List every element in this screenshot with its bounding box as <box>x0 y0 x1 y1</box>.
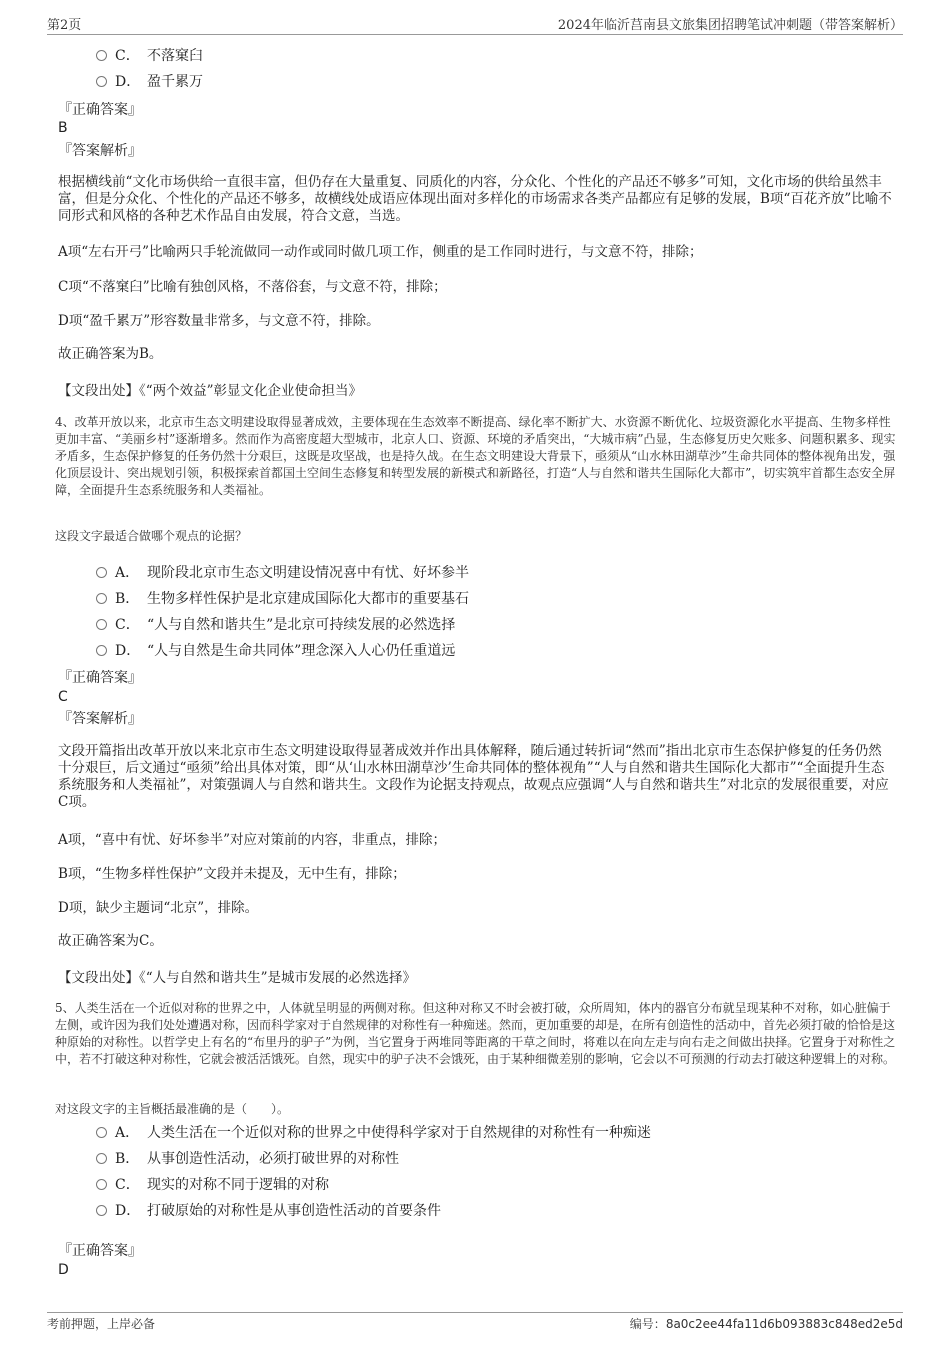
q4-option-d[interactable]: D． “人与自然是生命共同体”理念深入人心仍任重道远 <box>96 641 455 661</box>
radio-icon[interactable] <box>96 567 107 578</box>
q4-question: 这段文字最适合做哪个观点的论据？ <box>55 529 248 543</box>
q3-option-c[interactable]: C． 不落窠臼 <box>96 46 203 66</box>
q4-analysis-paragraph: 文段开篇指出改革开放以来北京市生态文明建设取得显著成效并作出具体解释，随后通过转折词“然而”指出北京市生态保护修复的任务仍然十分艰巨，后文通过“亟须”给出具体对策，即“从‘山水林田湖草沙’生命共同体的整体视角”“人与自然和谐共生国际化大都市”“全面提升生态系统服务和人类福祉”，对策强调人与自然和谐共生。文段作为论据支持观点，故观点应强调“人与自然和谐共生”对北京的发展很重要，对应C项。 <box>58 743 889 810</box>
q5-option-d[interactable]: D． 打破原始的对称性是从事创造性活动的首要条件 <box>96 1201 441 1221</box>
q5-option-a[interactable]: A． 人类生活在一个近似对称的世界之中使得科学家对于自然规律的对称性有一种痴迷 <box>96 1123 651 1143</box>
q3-conclusion: 故正确答案为B。 <box>58 346 163 362</box>
q4-option-c[interactable]: C． “人与自然和谐共生”是北京可持续发展的必然选择 <box>96 615 455 635</box>
q3-analysis-option-d: D项“盈千累万”形容数量非常多，与文意不符，排除。 <box>58 313 380 329</box>
document-code: 编号：8a0c2ee44fa11d6b093883c848ed2e5d <box>629 1317 903 1331</box>
q4-source: 【文段出处】《“人与自然和谐共生”是城市发展的必然选择》 <box>58 970 417 986</box>
page-header <box>47 14 903 35</box>
q3-analysis-option-c: C项“不落窠臼”比喻有独创风格，不落俗套，与文意不符，排除； <box>58 279 447 295</box>
q5-passage: 5、人类生活在一个近似对称的世界之中，人体就呈明显的两侧对称。但这种对称又不时会被打破，众所周知，体内的器官分布就呈现某种不对称，如心脏偏于左侧，或许因为我们处处遭遇对称，因而科学家对于自然规律的对称性有一种痴迷。然而，更加重要的却是，在所有创造性的活动中，首先必须打破的恰恰是这种原始的对称性。以哲学史上有名的“布里丹的驴子”为例，当它置身于两堆同等距离的干草之间时，将难以在向左走与向右走之间做出抉择。它置身于对称性之中，若不打破这种对称性，它就会被活活饿死。自然，现实中的驴子决不会饿死，由于某种细微差别的影响，它会以不可预测的行动去打破这种逻辑上的对称。 <box>55 1001 896 1066</box>
document-title: 2024年临沂莒南县文旅集团招聘笔试冲刺题（带答案解析） <box>557 18 903 33</box>
radio-icon[interactable] <box>96 76 107 87</box>
q3-option-d[interactable]: D． 盈千累万 <box>96 72 203 92</box>
radio-icon[interactable] <box>96 619 107 630</box>
radio-icon[interactable] <box>96 645 107 656</box>
q5-question: 对这段文字的主旨概括最准确的是（ ）。 <box>55 1102 290 1116</box>
q3-analysis-option-a: A项“左右开弓”比喻两只手轮流做同一动作或同时做几项工作，侧重的是工作同时进行，与文意不符，排除； <box>58 244 703 260</box>
q4-analysis-option-d: D项，缺少主题词“北京”，排除。 <box>58 900 259 916</box>
radio-icon[interactable] <box>96 50 107 61</box>
radio-icon[interactable] <box>96 1127 107 1138</box>
q5-option-b[interactable]: B． 从事创造性活动，必须打破世界的对称性 <box>96 1149 399 1169</box>
q3-analysis-paragraph: 根据横线前“文化市场供给一直很丰富，但仍存在大量重复、同质化的内容，分众化、个性化的产品还不够多”可知，文化市场的供给虽然丰富，但是分众化、个性化的产品还不够多，故横线处成语应体现出面对多样化的市场需求各类产品都应有足够的发展，B项“百花齐放”比喻不同形式和风格的各种艺术作品自由发展，符合文意，当选。 <box>58 174 892 224</box>
q4-analysis-option-a: A项，“喜中有忧、好坏参半”对应对策前的内容，非重点，排除； <box>58 832 447 848</box>
q5-answer-label: 『正确答案』 <box>58 1243 142 1259</box>
q4-answer-label: 『正确答案』 <box>58 670 142 686</box>
radio-icon[interactable] <box>96 593 107 604</box>
radio-icon[interactable] <box>96 1179 107 1190</box>
radio-icon[interactable] <box>96 1205 107 1216</box>
footer-slogan: 考前押题，上岸必备 <box>47 1317 156 1331</box>
page-footer <box>47 1312 903 1337</box>
q4-answer: C <box>58 689 68 705</box>
q3-answer: B <box>58 120 68 136</box>
q4-option-a[interactable]: A． 现阶段北京市生态文明建设情况喜中有忧、好坏参半 <box>96 563 469 583</box>
q4-analysis-option-b: B项，“生物多样性保护”文段并未提及，无中生有，排除； <box>58 866 406 882</box>
page-number: 第2页 <box>47 18 82 33</box>
q4-passage: 4、改革开放以来，北京市生态文明建设取得显著成效，主要体现在生态效率不断提高、绿化率不断扩大、水资源不断优化、垃圾资源化水平提高、生物多样性更加丰富、“美丽乡村”逐渐增多。然而作为高密度超大型城市，北京人口、资源、环境的矛盾突出，“大城市病”凸显，生态修复历史欠账多、问题积累多、现实矛盾多，生态保护修复的任务仍然十分艰巨，这既是攻坚战，也是持久战。在生态文明建设大背景下，亟须从“山水林田湖草沙”生命共同体的整体视角出发，强化顶层设计、突出规划引领，积极探索首都国土空间生态修复和转型发展的新模式和新路径，打造“人与自然和谐共生国际化大都市”，切实筑牢首都生态安全屏障，全面提升生态系统服务和人类福祉。 <box>55 415 896 497</box>
q4-conclusion: 故正确答案为C。 <box>58 933 163 949</box>
q5-answer: D <box>58 1262 69 1278</box>
radio-icon[interactable] <box>96 1153 107 1164</box>
q3-source: 【文段出处】《“两个效益”彰显文化企业使命担当》 <box>58 383 363 399</box>
q4-analysis-label: 『答案解析』 <box>58 711 142 727</box>
q3-answer-label: 『正确答案』 <box>58 102 142 118</box>
q5-option-c[interactable]: C． 现实的对称不同于逻辑的对称 <box>96 1175 329 1195</box>
q4-option-b[interactable]: B． 生物多样性保护是北京建成国际化大都市的重要基石 <box>96 589 469 609</box>
q3-analysis-label: 『答案解析』 <box>58 143 142 159</box>
